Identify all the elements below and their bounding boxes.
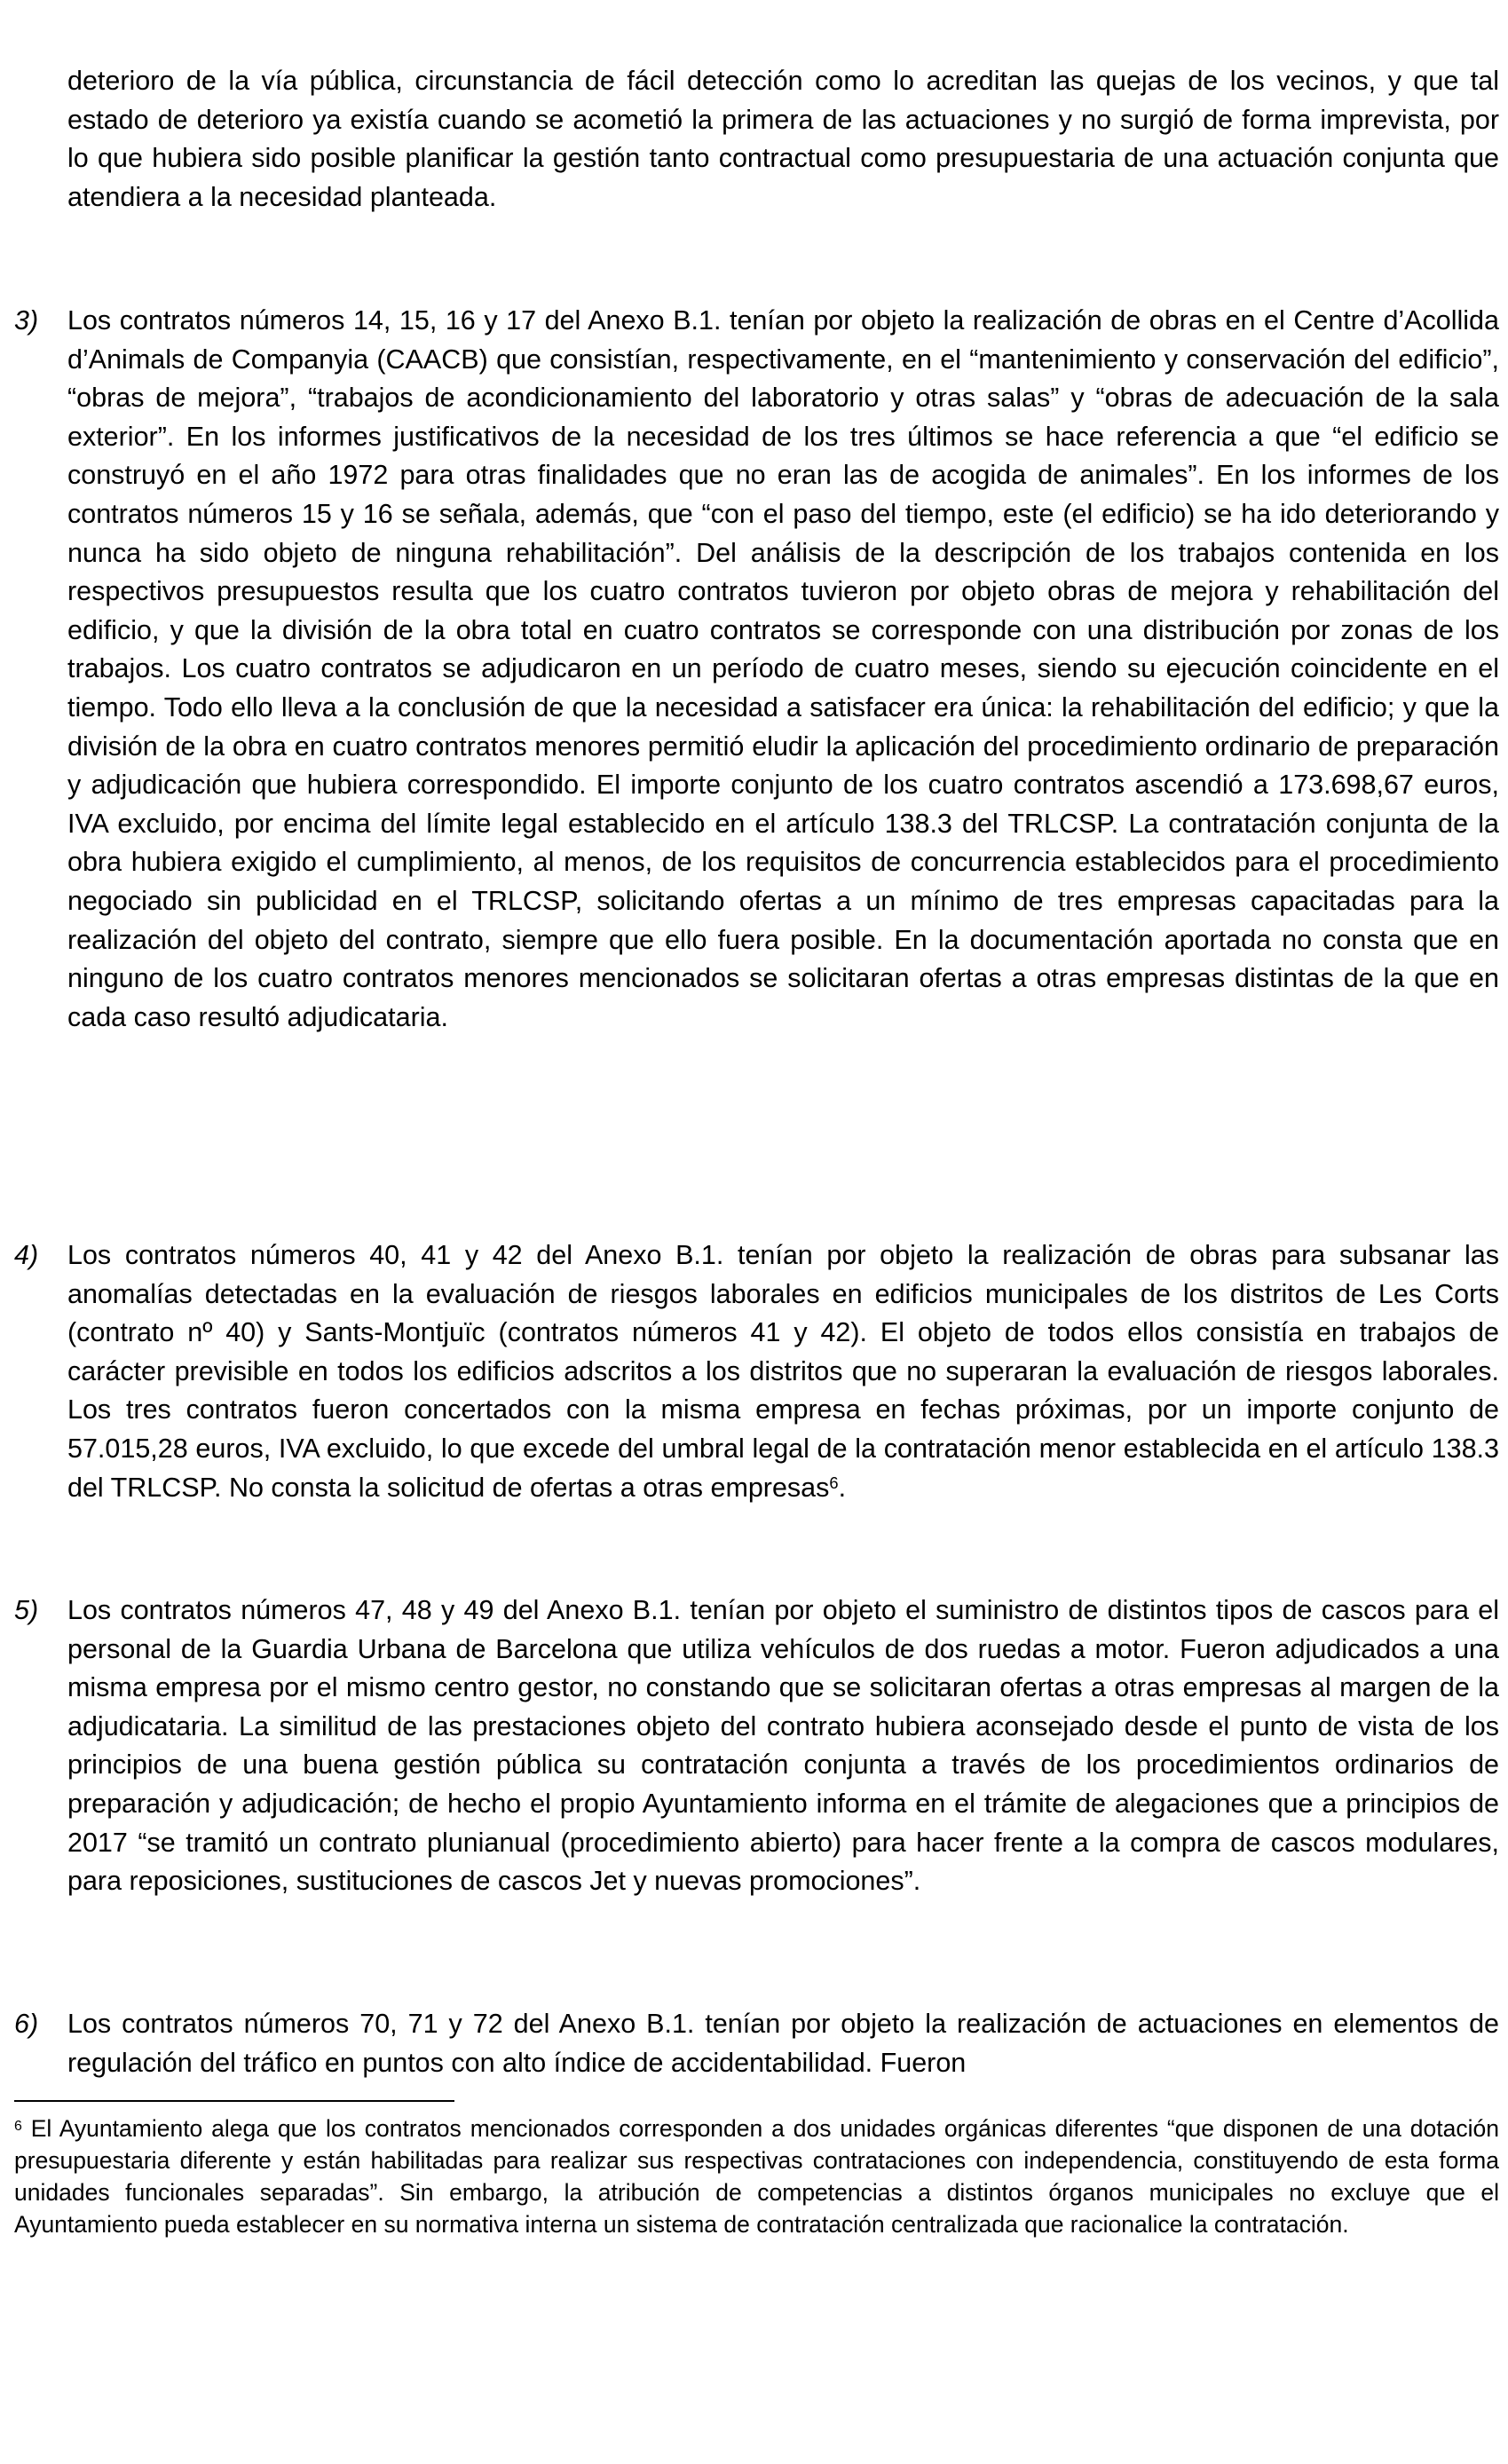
list-item-text: Los contratos números 70, 71 y 72 del Anexo B.1. tenían por objeto la realización de actuaciones en elementos de regulación del tráfico en puntos con alto índice de accidentabilidad. Fueron bbox=[67, 2009, 1499, 2078]
list-item-number: 5) bbox=[14, 1595, 39, 1625]
footnote bbox=[14, 2113, 1499, 2240]
list-item-number: 3) bbox=[14, 305, 39, 336]
list-item-text: Los contratos números 14, 15, 16 y 17 del Anexo B.1. tenían por objeto la realización de obras en el Centre d’Acollida d’Animals de Companyia (CAACB) que consistían, respectivamente, en el “mantenimiento y conservación del edificio”, “obras de mejora”, “trabajos de acondicionamiento del laboratorio y otras salas” y “obras de adecuación de la sala exterior”. En los informes justificativos de la necesidad de los tres últimos se hace referencia a que “el edificio se construyó en el año 1972 para otras finalidades que no eran las de acogida de animales”. En los informes de los contratos números 15 y 16 se señala, además, que “con el paso del tiempo, este (el edificio) se ha ido deteriorando y nunca ha sido objeto de ninguna rehabilitación”. Del análisis de la descripción de los trabajos contenida en los respectivos presupuestos resulta que los cuatro contratos tuvieron por objeto obras de mejora y rehabilitación del edificio, y que la división de la obra total en cuatro contratos se corresponde con una distribución por zonas de los trabajos. Los cuatro contratos se adjudicaron en un período de cuatro meses, siendo su ejecución coincidente en el tiempo. Todo ello lleva a la conclusión de que la necesidad a satisfacer era única: la rehabilitación del edificio; y que la división de la obra en cuatro contratos menores permitió eludir la aplicación del procedimiento ordinario de preparación y adjudicación que hubiera correspondido. El importe conjunto de los cuatro contratos ascendió a 173.698,67 euros, IVA excluido, por encima del límite legal establecido en el artículo 138.3 del TRLCSP. La contratación conjunta de la obra hubiera exigido el cumplimiento, al menos, de los requisitos de concurrencia establecidos para el procedimiento negociado sin publicidad en el TRLCSP, solicitando ofertas a un mínimo de tres empresas capacitadas para la realización del objeto del contrato, siempre que ello fuera posible. En la documentación aportada no consta que en ninguno de los cuatro contratos menores mencionados se solicitaran ofertas a otras empresas distintas de la que en cada caso resultó adjudicataria. bbox=[67, 305, 1499, 1032]
list-item-text-end: . bbox=[838, 1472, 847, 1503]
footnote-text: El Ayuntamiento alega que los contratos mencionados corresponden a dos unidades orgánicas diferentes “que disponen de una dotación presupuestaria diferente y están habilitadas para realizar sus respectivas contrataciones con independencia, constituyendo de esta forma unidades funcionales separadas”. Sin embargo, la atribución de competencias a distintos órganos municipales no excluye que el Ayuntamiento pueda establecer en su normativa interna un sistema de contratación centralizada que racionalice la contratación. bbox=[14, 2115, 1499, 2238]
footnote-reference[interactable]: 6 bbox=[829, 1473, 839, 1493]
footnote-marker: 6 bbox=[14, 2118, 22, 2134]
list-item-paragraph bbox=[67, 1236, 1499, 1507]
list-item-text: Los contratos números 40, 41 y 42 del Anexo B.1. tenían por objeto la realización de obras para subsanar las anomalías detectadas en la evaluación de riesgos laborales en edificios municipales de los distritos de Les Corts (contrato nº 40) y Sants-Montjuïc (contratos números 41 y 42). El objeto de todos ellos consistía en trabajos de carácter previsible en todos los edificios adscritos a los distritos que no superaran la evaluación de riesgos laborales. Los tres contratos fueron concertados con la misma empresa en fechas próximas, por un importe conjunto de 57.015,28 euros, IVA excluido, lo que excede del umbral legal de la contratación menor establecida en el artículo 138.3 del TRLCSP. No consta la solicitud de ofertas a otras empresas bbox=[67, 1240, 1499, 1503]
intro-paragraph: deterioro de la vía pública, circunstancia de fácil detección como lo acreditan las quejas de los vecinos, y que tal estado de deterioro ya existía cuando se acometió la primera de las actuaciones y no surgió de forma imprevista, por lo que hubiera sido posible planificar la gestión tanto contractual como presupuestaria de una actuación conjunta que atendiera a la necesidad planteada. bbox=[67, 66, 1499, 212]
list-item-number: 4) bbox=[14, 1240, 39, 1270]
list-item-number: 6) bbox=[14, 2009, 39, 2039]
footnote-divider bbox=[14, 2100, 454, 2102]
list-item-text: Los contratos números 47, 48 y 49 del Anexo B.1. tenían por objeto el suministro de distintos tipos de cascos para el personal de la Guardia Urbana de Barcelona que utiliza vehículos de dos ruedas a motor. Fueron adjudicados a una misma empresa por el mismo centro gestor, no constando que se solicitaran ofertas a otras empresas al margen de la adjudicataria. La similitud de las prestaciones objeto del contrato hubiera aconsejado desde el punto de vista de los principios de una buena gestión pública su contratación conjunta a través de los procedimientos ordinarios de preparación y adjudicación; de hecho el propio Ayuntamiento informa en el trámite de alegaciones que a principios de 2017 “se tramitó un contrato plunianual (procedimiento abierto) para hacer frente a la compra de cascos modulares, para reposiciones, sustituciones de cascos Jet y nuevas promociones”. bbox=[67, 1595, 1499, 1897]
